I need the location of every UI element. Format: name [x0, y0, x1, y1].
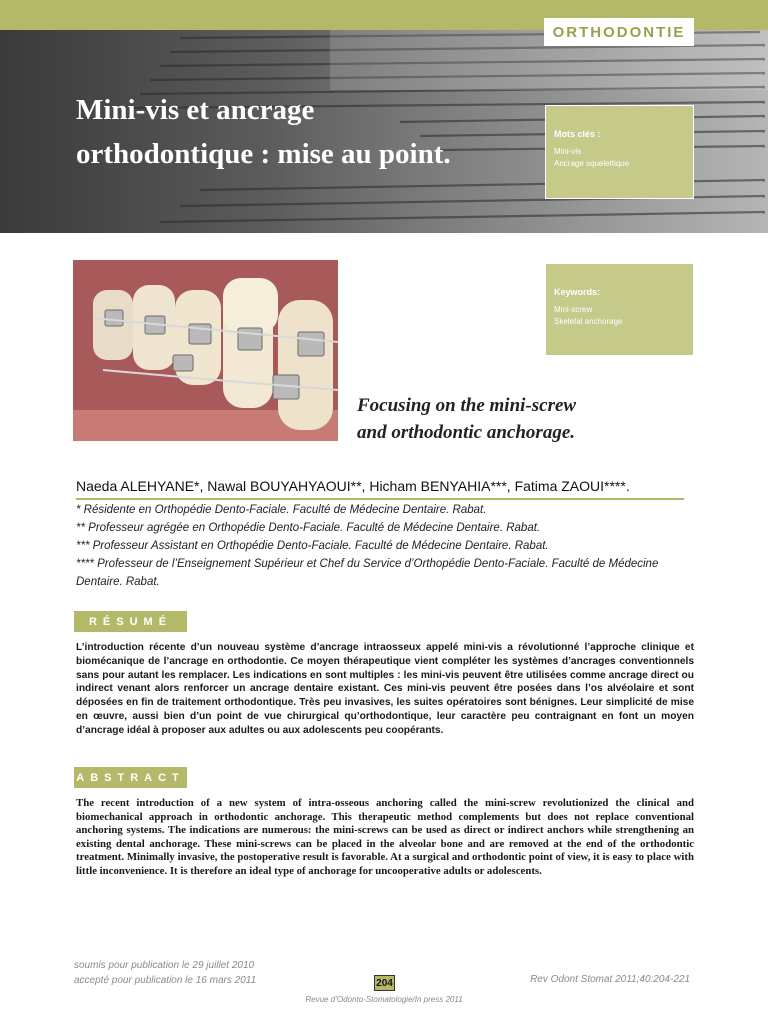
accepted-date: accepté pour publication le 16 mars 2011 [74, 975, 257, 986]
resume-section-label: RÉSUMÉ [74, 611, 187, 632]
affiliation-item: **** Professeur de l’Enseignement Supérieur et Chef du Service d’Orthopédie Dento-Faciale. Faculté de Médecine Dentaire. Rabat. [76, 558, 659, 588]
journal-name-footer: Revue d’Odonto-Stomatologie/In press 2011 [305, 995, 463, 1004]
affiliation-item: ** Professeur agrégée en Orthopédie Dento-Faciale. Faculté de Médecine Dentaire. Rabat. [76, 522, 541, 534]
affiliation-item: * Résidente en Orthopédie Dento-Faciale. Faculté de Médecine Dentaire. Rabat. [76, 504, 487, 516]
english-title-line-1: Focusing on the mini-screw [357, 395, 577, 416]
article-title [76, 88, 536, 176]
keywords-heading-english: Keywords: [554, 287, 601, 297]
journal-reference: Rev Odont Stomat 2011;40:204-221 [530, 974, 690, 985]
authors-line: Naeda ALEHYANE*, Nawal BOUYAHYAOUI**, Hicham BENYAHIA***, Fatima ZAOUI****. [76, 478, 630, 494]
abstract-section-label: ABSTRACT [74, 767, 187, 788]
article-title-line-2: orthodontique : mise au point. [76, 138, 451, 170]
affiliations [76, 501, 686, 591]
keyword-item: Skeletal anchorage [554, 317, 623, 326]
page-number: 204 [374, 975, 395, 991]
english-title [357, 392, 657, 446]
keyword-item: Ancrage squelettique [554, 159, 630, 168]
keyword-item: Mini-screw [554, 305, 593, 314]
orthodontic-photo [73, 260, 338, 441]
submission-dates [74, 958, 256, 988]
abstract-paragraph: The recent introduction of a new system of intra-osseous anchoring called the mini-screw revolutionized the clinical and biomechanical approach in orthodontic anchorage. This therapeutic method complements but does not replace conventional anchoring systems. The indications are numerous: the mini-screws can be used as direct or indirect anchors while strengthening an existing dental anchorage. These mini-screws can be placed in the alveolar bone and are removed at the end of the orthodontic treatment. Minimally invasive, the postoperative result is favorable. At a surgical and orthodontic point of view, it is easy to place with little inconvenience. It is therefore an ideal type of anchorage for uncooperative adults or adolescents. [76, 797, 694, 877]
section-label: ORTHODONTIE [544, 18, 694, 46]
resume-paragraph: L’introduction récente d’un nouveau système d’ancrage intraosseux appelé mini-vis a révolutionné l’approche clinique et biomécanique de l’ancrage en orthodontie. Ce moyen thérapeutique vient compléter les systèmes d’ancrages conventionnels sans pour autant les remplacer. Les indications en sont multiples : les mini-vis peuvent être utilisées comme ancrage direct ou indirect venant alors renforcer un ancrage dentaire existant. Ces mini-vis peuvent être posées dans l’os alvéolaire et sont déposées en fin de traitement orthodontique. Très peu invasives, les suites opératoires sont bénignes. Leur simplicité de mise en œuvre, aussi bien d’un point de vue chirurgical qu’orthodontique, leur caractère peu contraignant en font un moyen d’ancrage idéal à proposer aux adultes ou aux adolescents peu coopérants. [76, 642, 694, 736]
authors-divider [76, 498, 684, 500]
keywords-box-english [545, 263, 694, 356]
keywords-heading-french: Mots clés : [554, 129, 601, 139]
article-title-line-1: Mini-vis et ancrage [76, 94, 315, 126]
braces-illustration [73, 260, 338, 441]
affiliation-item: *** Professeur Assistant en Orthopédie Dento-Faciale. Faculté de Médecine Dentaire. Rabat. [76, 540, 549, 552]
keywords-box-french [545, 105, 694, 199]
keyword-item: Mini-vis [554, 147, 582, 156]
submitted-date: soumis pour publication le 29 juillet 2010 [74, 960, 255, 971]
english-title-line-2: and orthodontic anchorage. [357, 422, 576, 443]
